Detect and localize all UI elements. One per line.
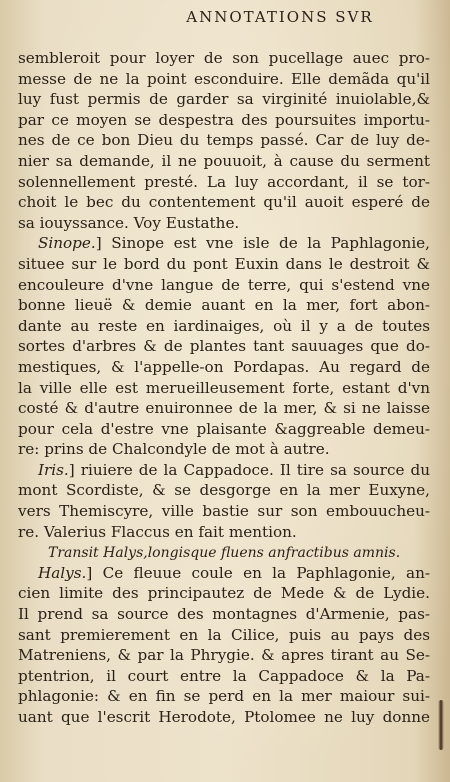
text-line: situee sur le bord du pont Euxin dans le destroit & (18, 254, 430, 273)
text-line: re. Valerius Flaccus en fait mention. (18, 522, 297, 541)
body-text (18, 48, 430, 728)
page-edge-shadow (438, 700, 444, 750)
lemma-label: Halys. (38, 563, 87, 582)
text-line: par ce moyen se despestra des poursuites importu- (18, 110, 430, 129)
text-line: mont Scordiste, & se desgorge en la mer Euxyne, (18, 481, 430, 500)
text-line: Sinope.] Sinope est vne isle de la Paphlagonie, (38, 234, 430, 253)
text-line: costé & d'autre enuironnee de la mer, & si ne laisse (18, 399, 430, 418)
text-line: vers Themiscyre, ville bastie sur son embouucheu- (18, 502, 430, 521)
text-line: pour cela d'estre vne plaisante &aggreable demeu- (18, 419, 430, 438)
running-header: ANNOTATIONS SVR (186, 8, 374, 26)
text-line: sortes d'arbres & de plantes tant sauuages que do- (18, 337, 430, 356)
lemma-label: Iris. (38, 460, 69, 479)
text-line: la ville elle est merueilleusement forte, estant d'vn (18, 378, 430, 397)
text-line: Halys.] Ce fleuue coule en la Paphlagonie, an- (38, 563, 430, 582)
text-line: ptentrion, il court entre la Cappadoce & la Pa- (18, 666, 430, 685)
text-line: cien limite des principautez de Mede & de Lydie. (18, 584, 430, 603)
text-line: re: prins de Chalcondyle de mot à autre. (18, 440, 330, 459)
text-line: Matreniens, & par la Phrygie. & apres tirant au Se- (18, 646, 430, 665)
text-line: messe de ne la point esconduire. Elle demãda qu'il (18, 69, 430, 88)
lemma-label: Sinope. (38, 234, 96, 253)
text-line: choit le bec du contentement qu'il auoit esperé de (18, 193, 430, 212)
text-line: uant que l'escrit Herodote, Ptolomee ne luy donne (18, 708, 430, 726)
text-line: sant premierement en la Cilice, puis au pays des (18, 625, 430, 644)
text-line: mestiques, & l'appelle-on Pordapas. Au regard de (18, 357, 430, 376)
text-line: phlagonie: & en fin se perd en la mer maiour sui- (18, 687, 430, 706)
text-line: Il prend sa source des montagnes d'Armenie, pas- (18, 605, 430, 624)
text-line: bonne lieuë & demie auant en la mer, fort abon- (18, 296, 430, 315)
text-line: Iris.] riuiere de la Cappadoce. Il tire sa source du (38, 460, 430, 479)
text-line: nier sa demande, il ne pouuoit, à cause du serment (18, 151, 430, 170)
text-line: Transit Halys,longisque fluens anfractibus amnis. (48, 545, 401, 562)
text-line: luy fust permis de garder sa virginité inuiolable,& (18, 90, 430, 109)
text-line: sa iouyssance. Voy Eustathe. (18, 213, 240, 232)
text-line: solennellement presté. La luy accordant, il se tor- (18, 172, 430, 191)
text-line: dante au reste en iardinaiges, où il y a de toutes (18, 316, 430, 335)
text-line: encouleure d'vne langue de terre, qui s'estend vne (18, 275, 430, 294)
text-line: nes de ce bon Dieu du temps passé. Car de luy de- (18, 131, 430, 150)
text-line: sembleroit pour loyer de son pucellage auec pro- (18, 49, 430, 67)
